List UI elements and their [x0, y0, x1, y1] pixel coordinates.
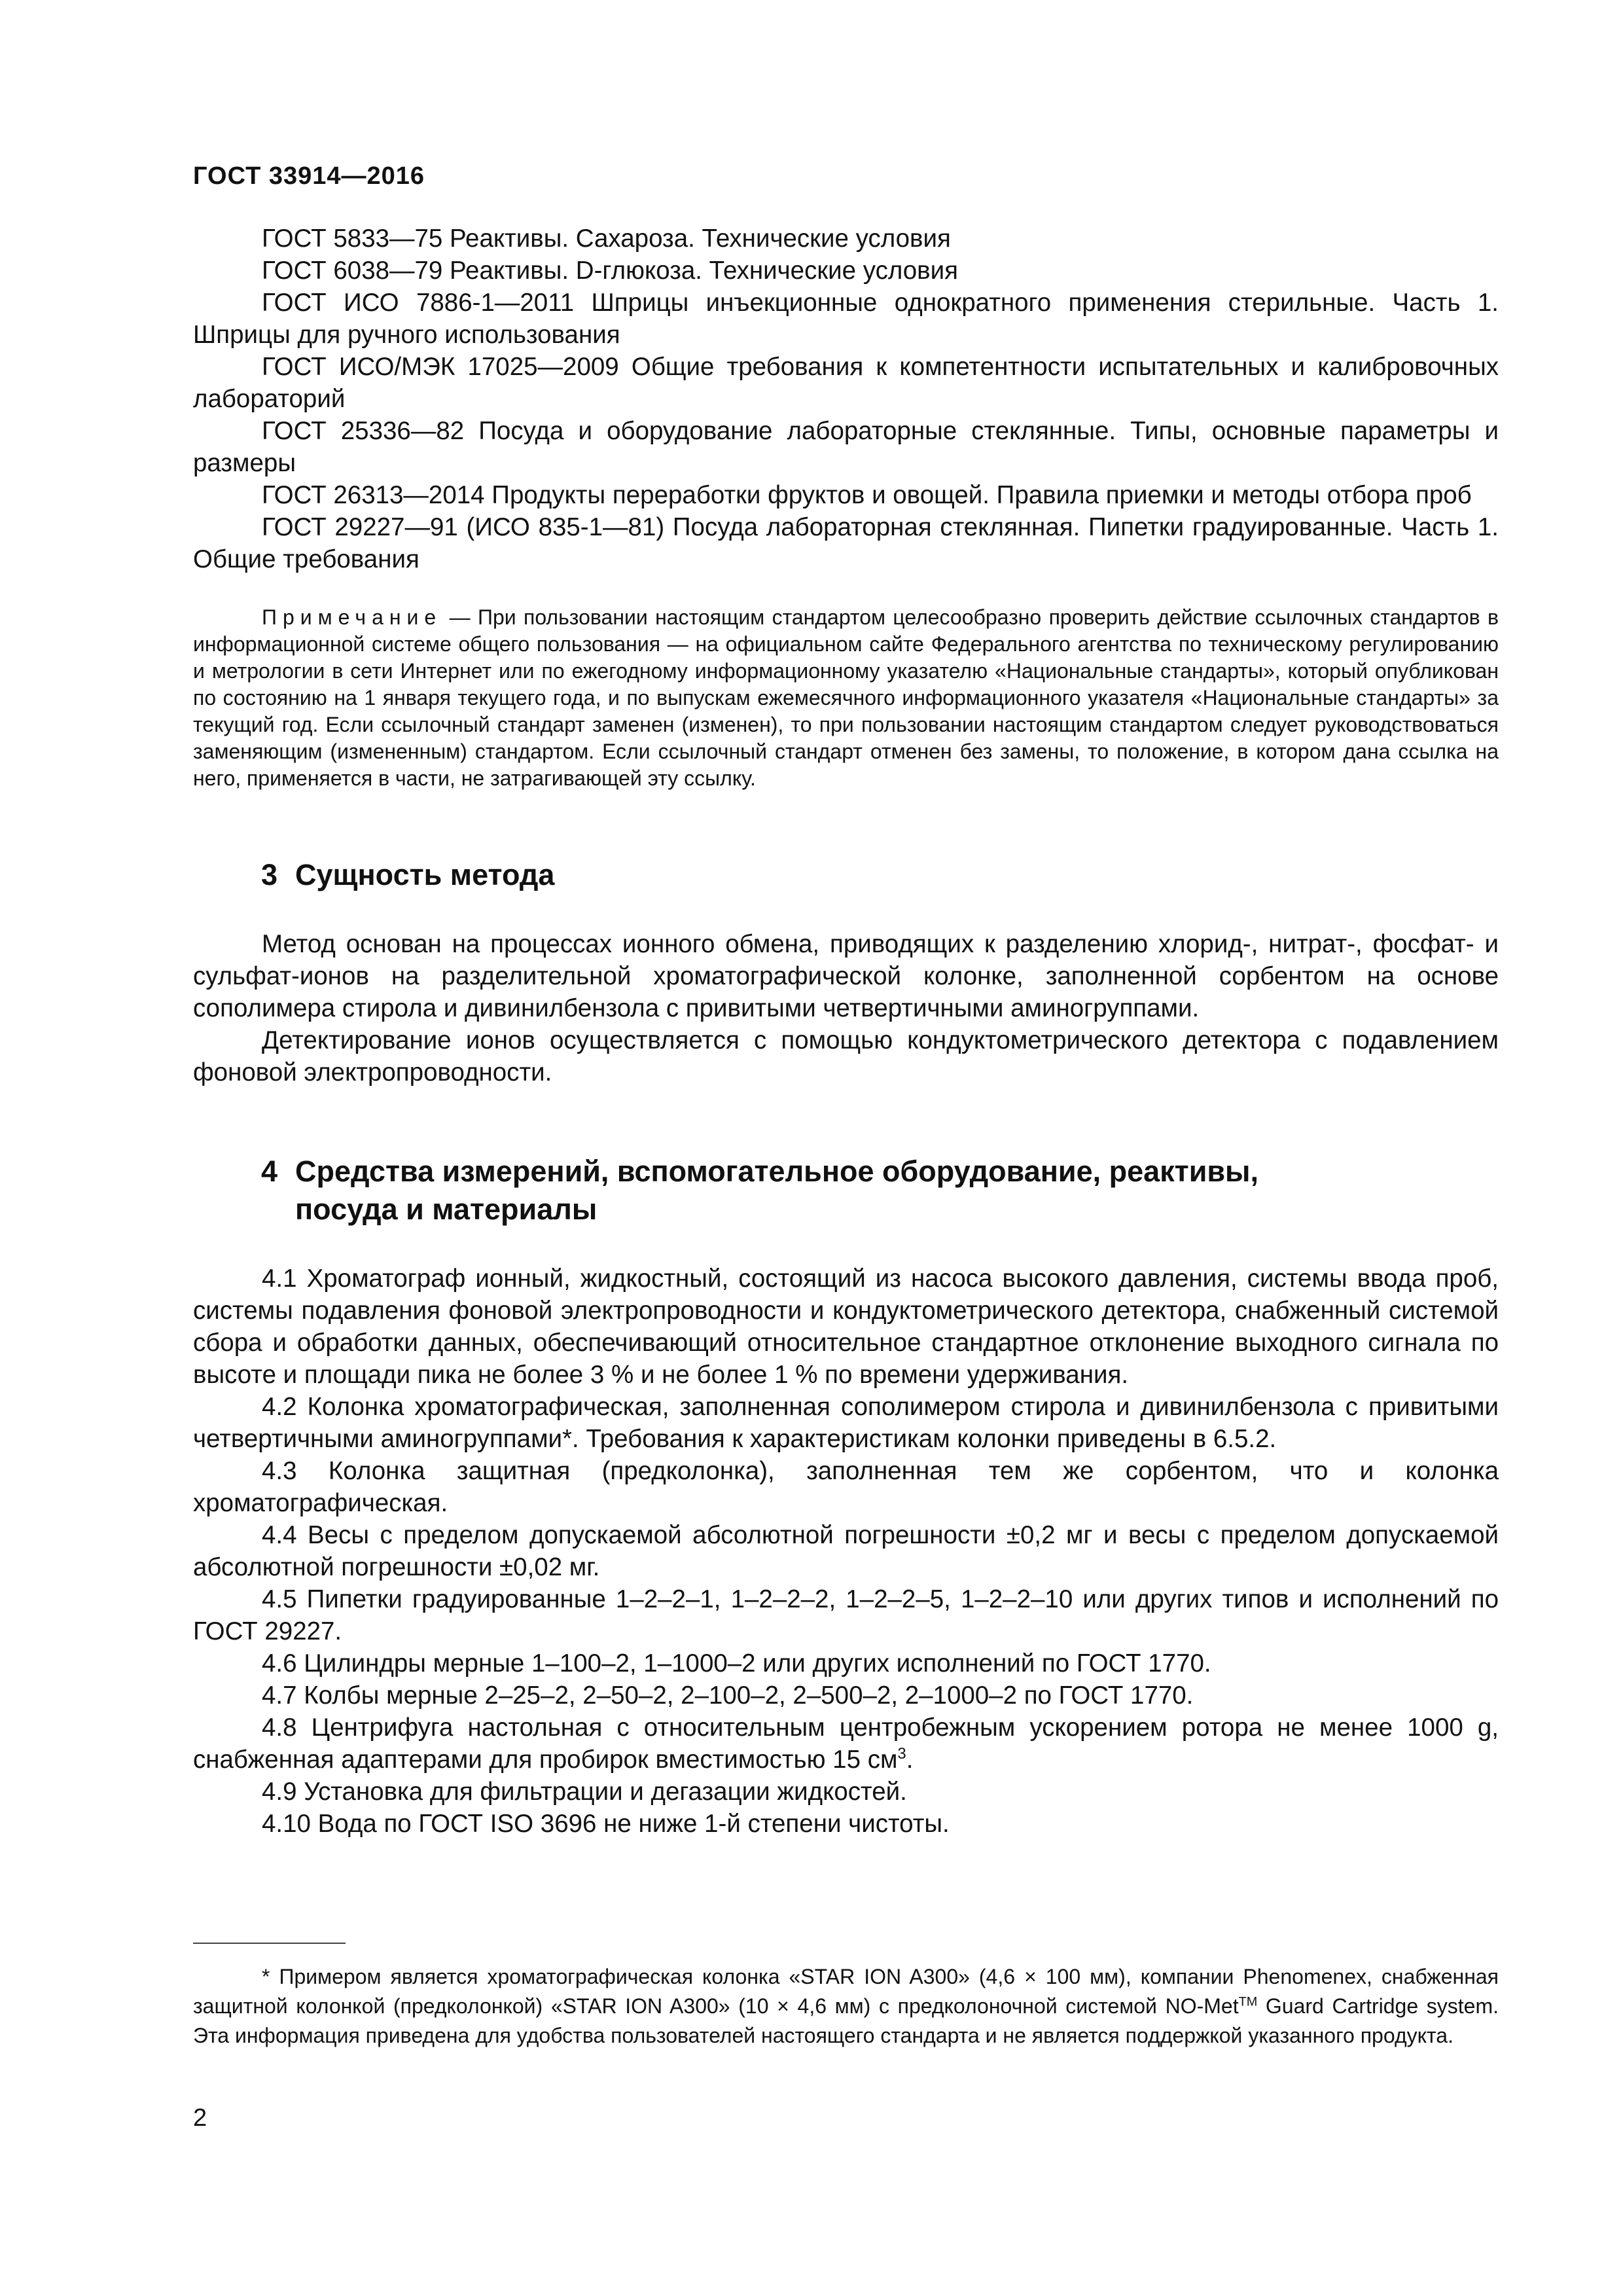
footnote	[193, 1962, 1499, 2051]
footnote-divider	[193, 1943, 346, 1944]
list-item: 4.6 Цилиндры мерные 1–100–2, 1–1000–2 или других исполнений по ГОСТ 1770.	[262, 1649, 1211, 1677]
reference-item: ГОСТ 6038—79 Реактивы. D-глюкоза. Технические условия	[262, 257, 958, 285]
note-paragraph	[193, 604, 1499, 792]
equipment-list	[193, 1263, 1499, 1840]
page-number: 2	[193, 2104, 207, 2132]
section-3-paragraph: Метод основан на процессах ионного обмена, приводящих к разделению хлорид-, нитрат-, фосфат- и сульфат-ионов на разделительной хроматографической колонке, заполненной сорбентом на основе сополимера стирола и дивинилбензола с привитыми четвертичными аминогруппами.	[193, 930, 1499, 1022]
trademark-sup: TM	[1238, 1994, 1258, 2009]
footnote-part1: * Примером является хроматографическая колонка «STAR ION A300» (4,6 × 100 мм), компании Phenomenex, снабженная защитной колонкой (предколонкой) «STAR ION A300» (10 × 4,6 мм) с предколоночной системой NO-Met	[193, 1965, 1499, 2018]
section-title-line1: Средства измерений, вспомогательное оборудование, реактивы,	[295, 1155, 1258, 1188]
list-item: 4.3 Колонка защитная (предколонка), заполненная тем же сорбентом, что и колонка хроматографическая.	[193, 1457, 1499, 1517]
footnote-text	[193, 1962, 1499, 2051]
reference-item: ГОСТ ИСО/МЭК 17025—2009 Общие требования к компетентности испытательных и калибровочных лабораторий	[193, 353, 1499, 413]
list-item: 4.7 Колбы мерные 2–25–2, 2–50–2, 2–100–2, 2–500–2, 2–1000–2 по ГОСТ 1770.	[262, 1681, 1194, 1710]
normative-references	[193, 223, 1499, 575]
section-4-heading	[193, 1153, 1499, 1229]
section-title-line2: посуда и материалы	[295, 1193, 597, 1226]
note-text: — При пользовании настоящим стандартом целесообразно проверить действие ссылочных стандартов в информационной системе общего пользования — на официальном сайте Федерального агентства по техническому регулированию и метрологии в сети Интернет или по ежегодному информационному указателю «Национальные стандарты», который опубликован по состоянию на 1 января текущего года, и по выпускам ежемесячного информационного указателя «Национальные стандарты» за текущий год. Если ссылочный стандарт заменен (изменен), то при пользовании настоящим стандартом следует руководствоваться заменяющим (измененным) стандартом. Если ссылочный стандарт отменен без замены, то положение, в котором дана ссылка на него, применяется в части, не затрагивающей эту ссылку.	[193, 605, 1499, 790]
reference-item: ГОСТ 25336—82 Посуда и оборудование лабораторные стеклянные. Типы, основные параметры и размеры	[193, 417, 1499, 477]
reference-item: ГОСТ 29227—91 (ИСО 835-1—81) Посуда лабораторная стеклянная. Пипетки градуированные. Часть 1. Общие требования	[193, 513, 1499, 573]
section-number: 4	[261, 1155, 278, 1188]
section-3-heading	[193, 856, 1499, 894]
list-item: 4.5 Пипетки градуированные 1–2–2–1, 1–2–2–2, 1–2–2–5, 1–2–2–10 или других типов и исполнений по ГОСТ 29227.	[193, 1585, 1499, 1645]
reference-item: ГОСТ 26313—2014 Продукты переработки фруктов и овощей. Правила приемки и методы отбора проб	[262, 481, 1472, 509]
list-item: 4.9 Установка для фильтрации и дегазации жидкостей.	[262, 1778, 907, 1806]
main-content	[193, 223, 1499, 1840]
reference-item: ГОСТ 5833—75 Реактивы. Сахароза. Технические условия	[262, 224, 951, 253]
list-item	[193, 1712, 1499, 1776]
reference-item: ГОСТ ИСО 7886-1—2011 Шприцы инъекционные однократного применения стерильные. Часть 1. Шприцы для ручного использования	[193, 289, 1499, 349]
list-item: 4.10 Вода по ГОСТ ISO 3696 не ниже 1-й степени чистоты.	[262, 1810, 950, 1838]
list-item: 4.1 Хроматограф ионный, жидкостный, состоящий из насоса высокого давления, системы ввода проб, системы подавления фоновой электропроводности и кондуктометрического детектора, снабженный системой сбора и обработки данных, обеспечивающий относительное стандартное отклонение выходного сигнала по высоте и площади пика не более 3 % и не более 1 % по времени удерживания.	[193, 1265, 1499, 1389]
footnote-part2: Guard Cartridge system. Эта информация приведена для удобства пользователей настоящего стандарта и не является поддержкой указанного продукта.	[193, 1994, 1499, 2047]
list-item: 4.2 Колонка хроматографическая, заполненная сополимером стирола и дивинилбензола с привитыми четвертичными аминогруппами*. Требования к характеристикам колонки приведены в 6.5.2.	[193, 1393, 1499, 1453]
note-label: Примечание	[262, 605, 442, 629]
superscript: 3	[897, 1745, 906, 1763]
section-title: Сущность метода	[295, 858, 555, 891]
list-item-text: 4.8 Центрифуга настольная с относительным центробежным ускорением ротора не менее 1000 g, снабженная адаптерами для пробирок вместимостью 15 см	[193, 1713, 1499, 1774]
list-item-end: .	[906, 1746, 914, 1774]
section-number: 3	[261, 858, 278, 891]
section-3-paragraph: Детектирование ионов осуществляется с помощью кондуктометрического детектора с подавлением фоновой электропроводности.	[193, 1026, 1499, 1086]
document-header: ГОСТ 33914—2016	[193, 162, 425, 190]
list-item: 4.4 Весы с пределом допускаемой абсолютной погрешности ±0,2 мг и весы с пределом допускаемой абсолютной погрешности ±0,02 мг.	[193, 1521, 1499, 1581]
